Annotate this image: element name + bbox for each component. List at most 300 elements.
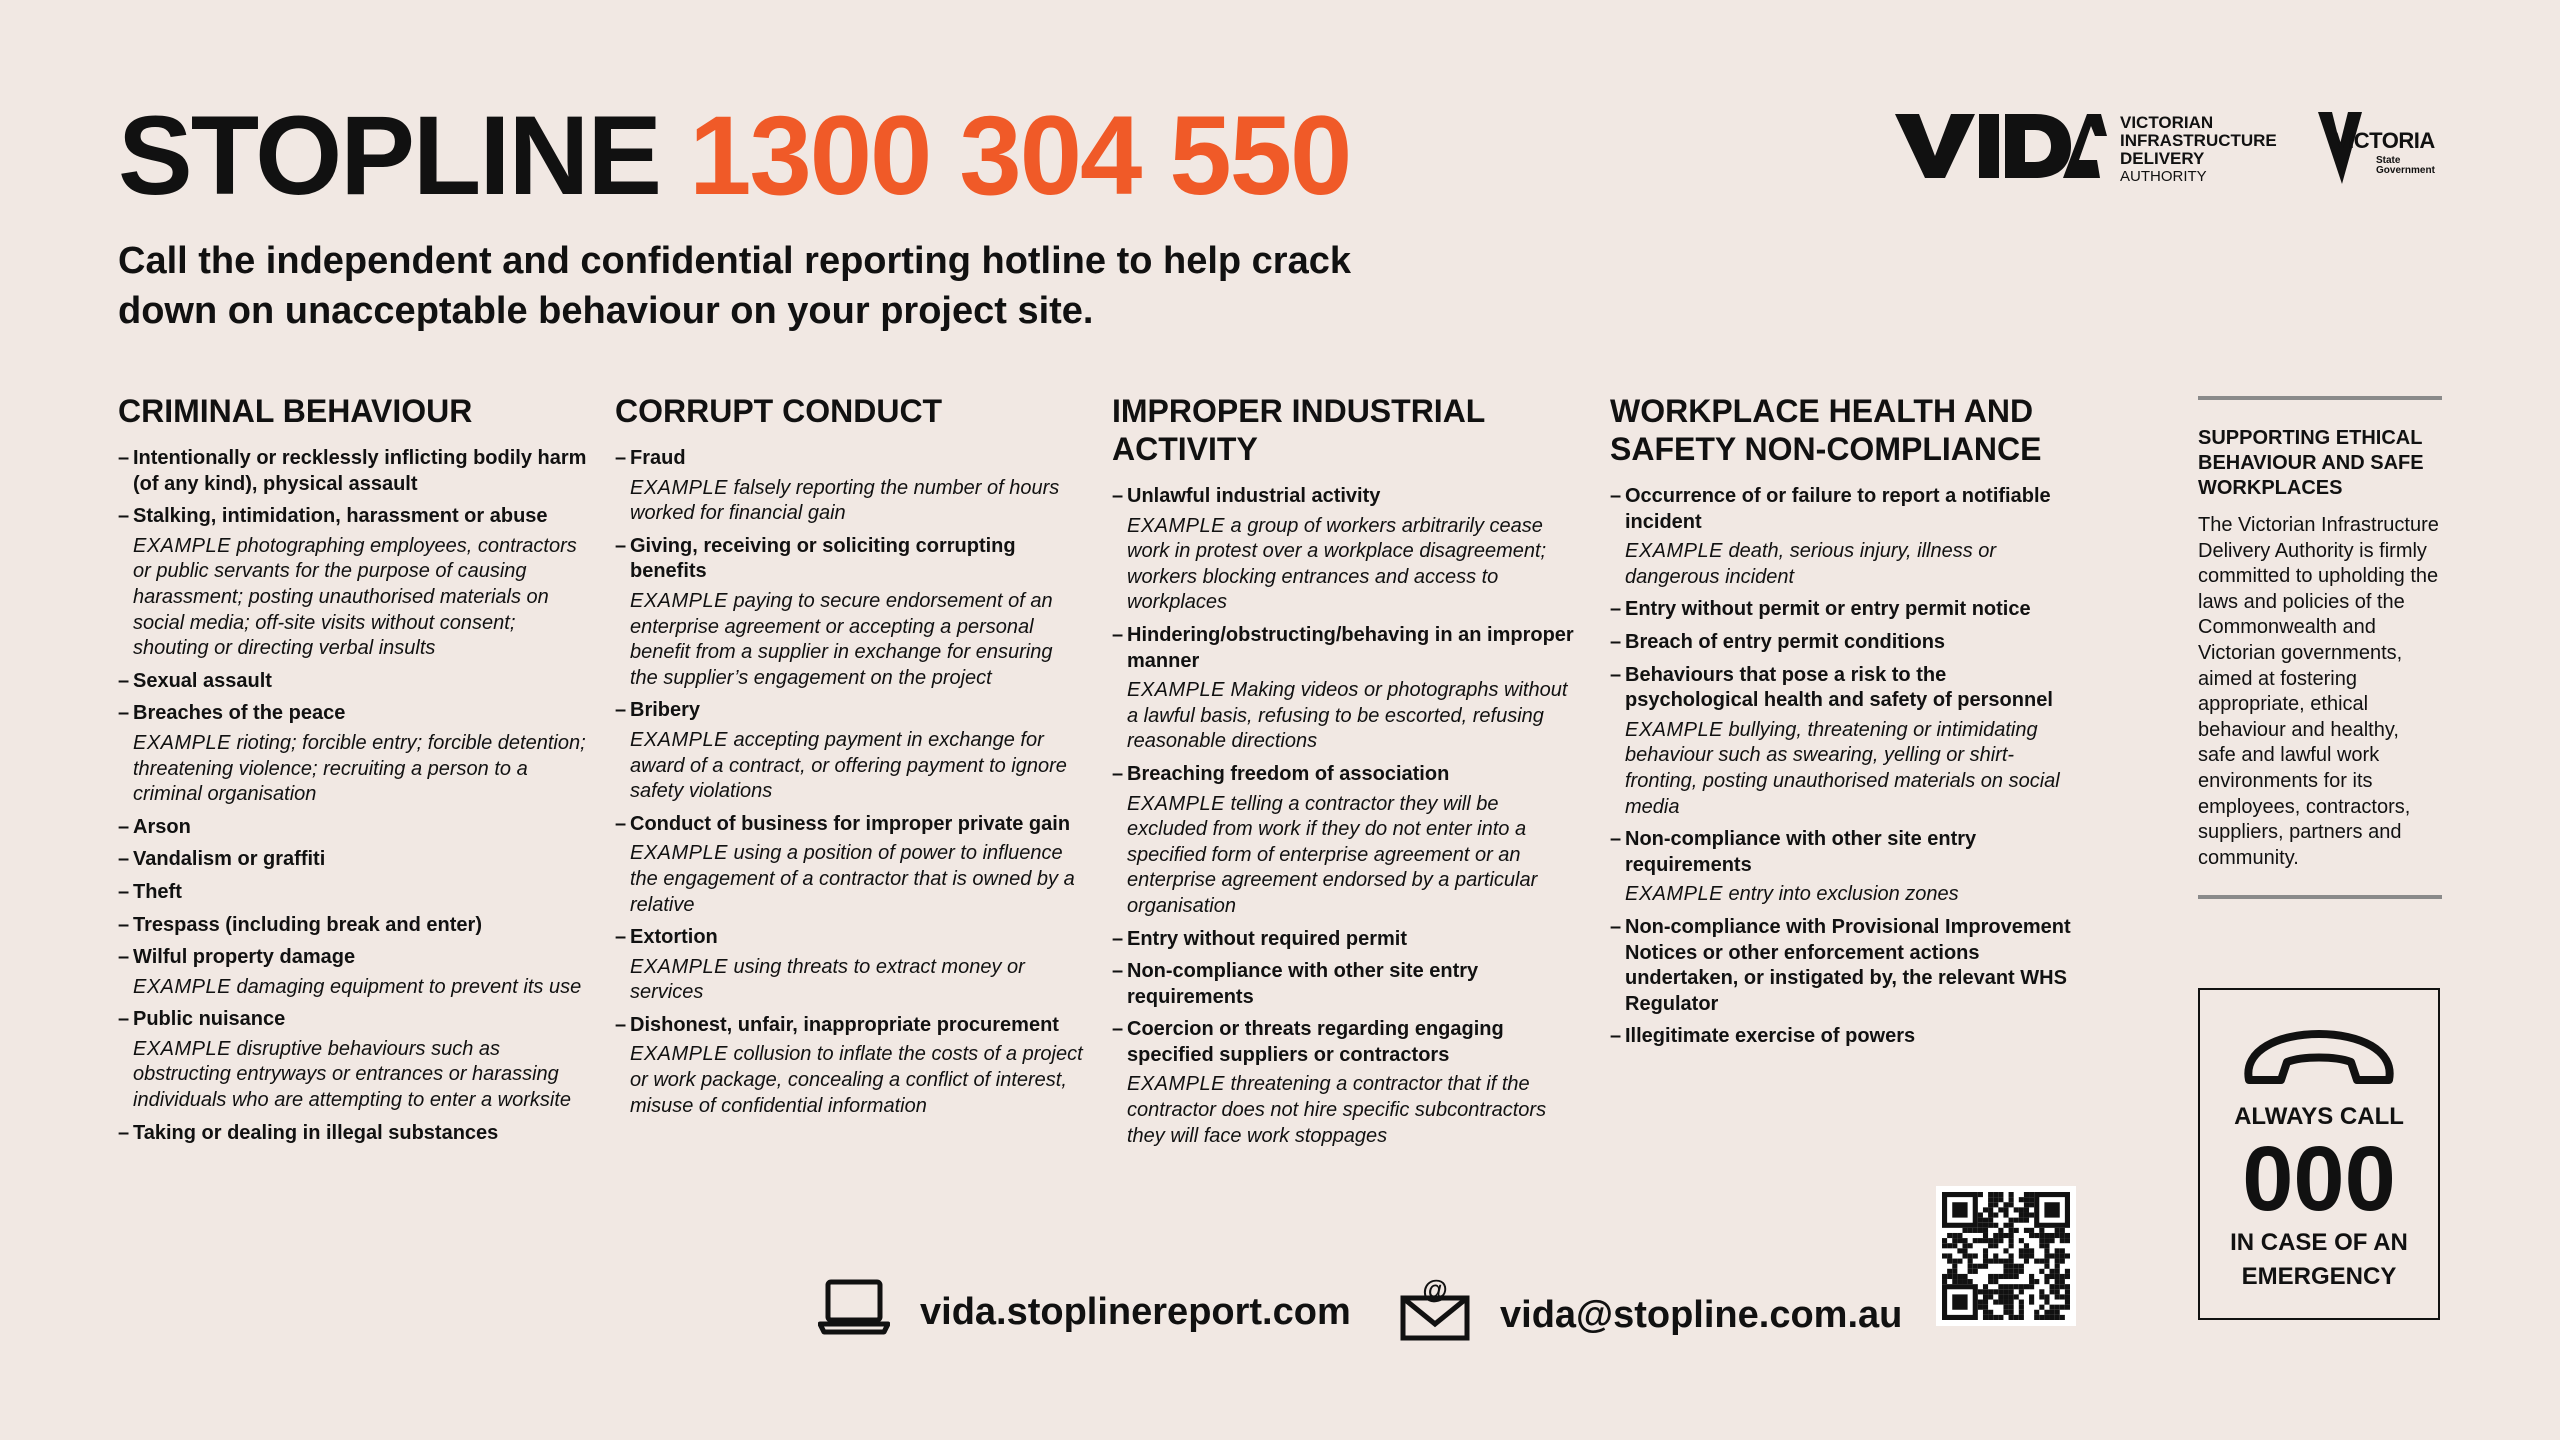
qr-module [1978, 1228, 1983, 1233]
qr-module [2019, 1248, 2024, 1253]
qr-module [2009, 1192, 2014, 1197]
example-text: a group of workers arbitrarily cease work in protest over a workplace disagreement; workers blocking entrances and access to workplaces [1127, 514, 1547, 614]
qr-module [1962, 1248, 1967, 1253]
item-title: – Non-compliance with other site entry requirements [1127, 960, 1479, 1008]
qr-module [2003, 1310, 2008, 1315]
qr-module [1988, 1192, 1993, 1197]
qr-module [2055, 1274, 2060, 1279]
qr-module [2014, 1264, 2019, 1269]
sidebar-body: The Victorian Infrastructure Delivery Authority is firmly committed to upholding the laws and policies of the Commonwealth and Victorian governments, aimed at fostering appropriate, ethical behaviour and healthy, safe and lawful work environments for its employees, contractors, suppliers, partners and community. [2198, 514, 2439, 869]
subtitle: Call the independent and confidential reporting hotline to help crack down on unacceptable behaviour on your project site. [118, 240, 1351, 332]
qr-module [2003, 1202, 2008, 1207]
qr-module [2014, 1315, 2019, 1320]
qr-module [2003, 1259, 2008, 1264]
item-title: – Dishonest, unfair, inappropriate procurement [630, 1013, 1059, 1036]
qr-module [2044, 1238, 2049, 1243]
qr-module [2009, 1294, 2014, 1299]
qr-module [1998, 1228, 2003, 1233]
qr-module [2014, 1218, 2019, 1223]
qr-module [2019, 1253, 2024, 1258]
qr-module [2055, 1233, 2060, 1238]
qr-module [2060, 1233, 2065, 1238]
qr-module [2029, 1253, 2034, 1258]
qr-module [2009, 1197, 2014, 1202]
qr-module [2019, 1289, 2024, 1294]
example-text: using a position of power to influence the engagement of a contractor that is owned by a relative [630, 842, 1075, 916]
qr-module [2065, 1289, 2070, 1294]
qr-module [2029, 1233, 2034, 1238]
qr-module [2055, 1259, 2060, 1264]
qr-module [2039, 1238, 2044, 1243]
list-item [1112, 927, 1582, 953]
qr-module [2014, 1269, 2019, 1274]
vida-line-3: DELIVERY [2120, 149, 2205, 168]
qr-module [1983, 1259, 1988, 1264]
example-label: EXAMPLE [133, 534, 231, 557]
qr-module [2003, 1233, 2008, 1238]
qr-module [2009, 1259, 2014, 1264]
qr-module [2060, 1279, 2065, 1284]
qr-code-icon[interactable] [1936, 1186, 2076, 1326]
emergency-line-b: EMERGENCY [2241, 1263, 2397, 1290]
sidebar-statement [2198, 396, 2442, 899]
qr-module [1957, 1274, 1962, 1279]
email-icon [1400, 1278, 1470, 1352]
qr-module [1962, 1238, 1967, 1243]
website-link[interactable]: vida.stoplinereport.com [920, 1290, 1351, 1333]
qr-module [1988, 1279, 1993, 1284]
qr-module [2044, 1294, 2049, 1299]
list-item [1112, 959, 1582, 1010]
qr-module [1988, 1294, 1993, 1299]
qr-module [2060, 1315, 2065, 1320]
qr-module [2003, 1207, 2008, 1212]
list-item [118, 1007, 588, 1113]
qr-module [2050, 1305, 2055, 1310]
example-text: telling a contractor they will be excluded from work if they do not enter into a specified form of enterprise agreement or an enterprise agreement endorsed by a particular organisation [1127, 792, 1538, 917]
qr-module [1998, 1238, 2003, 1243]
item-title: – Theft [133, 880, 182, 903]
qr-module [1993, 1238, 1998, 1243]
qr-module [1952, 1269, 1957, 1274]
list-item [1112, 484, 1582, 616]
list-item [1610, 663, 2080, 821]
qr-module [1998, 1259, 2003, 1264]
example-label: EXAMPLE [1127, 792, 1225, 815]
item-example [1625, 539, 2080, 590]
qr-module [2009, 1264, 2014, 1269]
qr-module [1993, 1300, 1998, 1305]
qr-module [1978, 1300, 1983, 1305]
item-title: – Bribery [630, 699, 701, 722]
qr-module [2009, 1218, 2014, 1223]
qr-module [1968, 1264, 1973, 1269]
item-title: – Breaching freedom of association [1127, 762, 1450, 785]
qr-module [2060, 1259, 2065, 1264]
qr-module [2009, 1284, 2014, 1289]
item-title: – Sexual assault [133, 669, 272, 692]
list-item [615, 698, 1085, 804]
list-item [615, 812, 1085, 918]
example-text: falsely reporting the number of hours worked for financial gain [630, 476, 1060, 525]
qr-module [1988, 1310, 1993, 1315]
qr-module [2034, 1259, 2039, 1264]
example-label: EXAMPLE [133, 975, 231, 998]
qr-module [1968, 1259, 1973, 1264]
qr-module [1978, 1223, 1983, 1228]
item-example [1127, 1072, 1582, 1149]
qr-module [1983, 1305, 1988, 1310]
qr-module [2003, 1248, 2008, 1253]
qr-module [2009, 1300, 2014, 1305]
qr-module [1983, 1310, 1988, 1315]
item-title: – Arson [133, 815, 191, 838]
qr-module [2003, 1305, 2008, 1310]
qr-module [1988, 1218, 1993, 1223]
qr-module [1988, 1315, 1993, 1320]
sidebar-heading: SUPPORTING ETHICAL BEHAVIOUR AND SAFE WORKPLACES [2198, 427, 2424, 499]
item-title: – Hindering/obstructing/behaving in an improper manner [1127, 623, 1574, 672]
vida-line-2: INFRASTRUCTURE [2120, 131, 2277, 150]
item-title: – Intentionally or recklessly inflicting bodily harm (of any kind), physical assault [133, 447, 587, 495]
qr-module [1983, 1223, 1988, 1228]
list-item [118, 701, 588, 807]
qr-module [1952, 1259, 1957, 1264]
qr-module [1962, 1279, 1967, 1284]
item-title: – Extortion [630, 926, 718, 949]
qr-module [2024, 1192, 2029, 1197]
list-item [1610, 484, 2080, 590]
emergency-box [2198, 988, 2440, 1320]
qr-module [1988, 1212, 1993, 1217]
qr-module [1978, 1305, 1983, 1310]
qr-module [2044, 1264, 2049, 1269]
qr-module [1952, 1233, 1957, 1238]
list-item [1610, 1024, 2080, 1050]
qr-module [1947, 1269, 1952, 1274]
qr-module [2019, 1269, 2024, 1274]
qr-module [2044, 1253, 2049, 1258]
item-list [1610, 484, 2080, 1050]
example-text: paying to secure endorsement of an enterprise agreement or accepting a personal benefit from a supplier in exchange for ensuring the supplier’s engagement on the project [630, 589, 1053, 689]
qr-module [2009, 1269, 2014, 1274]
qr-module [2039, 1228, 2044, 1233]
qr-module [1947, 1253, 1952, 1258]
qr-module [2039, 1233, 2044, 1238]
qr-module [2065, 1300, 2070, 1305]
qr-module [2055, 1310, 2060, 1315]
item-example [630, 728, 1085, 805]
qr-module [1983, 1228, 1988, 1233]
qr-module [2044, 1259, 2049, 1264]
qr-module [1952, 1238, 1957, 1243]
qr-module [1978, 1212, 1983, 1217]
list-item [615, 534, 1085, 692]
qr-module [2055, 1264, 2060, 1269]
qr-module [1983, 1315, 1988, 1320]
qr-module [1952, 1279, 1957, 1284]
list-item [118, 669, 588, 695]
phone-icon [2200, 1028, 2438, 1097]
item-title: – Wilful property damage [133, 946, 356, 969]
column-industrial [1112, 392, 1582, 1156]
victoria-subtitle [2376, 156, 2435, 176]
example-text: death, serious injury, illness or dangerous incident [1625, 540, 1997, 588]
qr-finder [1952, 1202, 1967, 1217]
qr-module [2055, 1289, 2060, 1294]
qr-module [2003, 1212, 2008, 1217]
always-call-label: ALWAYS CALL [2234, 1103, 2404, 1130]
qr-module [1947, 1233, 1952, 1238]
qr-module [2044, 1279, 2049, 1284]
qr-module [2050, 1269, 2055, 1274]
qr-module [2019, 1264, 2024, 1269]
list-item [118, 815, 588, 841]
qr-module [1993, 1197, 1998, 1202]
qr-module [2044, 1315, 2049, 1320]
qr-module [2029, 1228, 2034, 1233]
qr-module [2060, 1305, 2065, 1310]
qr-module [2039, 1315, 2044, 1320]
list-item [118, 1121, 588, 1147]
qr-module [2050, 1315, 2055, 1320]
qr-module [1983, 1233, 1988, 1238]
email-contact[interactable] [1400, 1278, 1902, 1352]
qr-module [2065, 1269, 2070, 1274]
qr-module [2009, 1238, 2014, 1243]
qr-module [2060, 1274, 2065, 1279]
qr-module [2024, 1207, 2029, 1212]
qr-module [2029, 1300, 2034, 1305]
qr-module [1998, 1233, 2003, 1238]
qr-module [2060, 1253, 2065, 1258]
item-title: – Entry without required permit [1127, 927, 1408, 950]
qr-module [1988, 1259, 1993, 1264]
qr-module [2050, 1233, 2055, 1238]
hotline-number[interactable]: 1300 304 550 [689, 93, 1351, 218]
qr-module [1957, 1238, 1962, 1243]
qr-module [1988, 1202, 1993, 1207]
qr-module [1968, 1279, 1973, 1284]
item-title: – Behaviours that pose a risk to the psychological health and safety of personnel [1625, 663, 2053, 712]
qr-module [2050, 1238, 2055, 1243]
qr-module [2044, 1233, 2049, 1238]
item-example [1625, 882, 2080, 908]
vida-wordmark [2120, 114, 2277, 186]
qr-module [2024, 1202, 2029, 1207]
example-text: entry into exclusion zones [1728, 883, 1959, 906]
vida-line-4: AUTHORITY [2120, 168, 2207, 185]
list-item [1610, 915, 2080, 1017]
qr-module [1947, 1274, 1952, 1279]
example-text: collusion to inflate the costs of a project or work package, concealing a conflict of interest, misuse of confidential information [630, 1043, 1083, 1117]
qr-module [2009, 1228, 2014, 1233]
qr-module [1957, 1259, 1962, 1264]
qr-module [2029, 1192, 2034, 1197]
qr-module [1942, 1279, 1947, 1284]
qr-module [2039, 1289, 2044, 1294]
example-label: EXAMPLE [1625, 540, 1723, 563]
example-text: accepting payment in exchange for award of a contract, or offering payment to ignore safety violations [630, 728, 1067, 803]
qr-module [1998, 1300, 2003, 1305]
qr-module [2014, 1294, 2019, 1299]
qr-module [1942, 1274, 1947, 1279]
item-title: – Occurrence of or failure to report a notifiable incident [1625, 485, 2051, 533]
laptop-icon [818, 1278, 890, 1346]
column-heading: IMPROPER INDUSTRIAL ACTIVITY [1112, 393, 1485, 467]
qr-module [2055, 1253, 2060, 1258]
qr-module [2065, 1284, 2070, 1289]
qr-module [1957, 1233, 1962, 1238]
qr-module [1993, 1259, 1998, 1264]
example-text: Making videos or photographs without a lawful basis, refusing to be escorted, refusing reasonable directions [1127, 679, 1568, 753]
example-label: EXAMPLE [133, 1037, 231, 1060]
example-label: EXAMPLE [133, 731, 231, 754]
qr-module [2039, 1259, 2044, 1264]
qr-module [1978, 1192, 1983, 1197]
item-title: – Non-compliance with Provisional Improvement Notices or other enforcement actions undertaken, or instigated by, the relevant WHS Regulator [1625, 915, 2071, 1015]
qr-module [1973, 1264, 1978, 1269]
item-title: – Entry without permit or entry permit notice [1625, 598, 2031, 621]
example-label: EXAMPLE [630, 728, 728, 751]
qr-module [2003, 1264, 2008, 1269]
qr-module [2044, 1274, 2049, 1279]
qr-module [2024, 1284, 2029, 1289]
qr-module [1993, 1233, 1998, 1238]
qr-module [2055, 1315, 2060, 1320]
item-title: – Conduct of business for improper private gain [630, 812, 1071, 835]
qr-module [2009, 1253, 2014, 1258]
qr-module [2003, 1269, 2008, 1274]
victoria-sub-line-2: Government [2376, 165, 2435, 176]
qr-module [1978, 1238, 1983, 1243]
qr-module [2044, 1248, 2049, 1253]
item-list [118, 446, 588, 1146]
svg-text:@: @ [1422, 1278, 1448, 1304]
qr-module [2024, 1253, 2029, 1258]
qr-module [2034, 1310, 2039, 1315]
qr-module [2024, 1228, 2029, 1233]
item-title: – Vandalism or graffiti [133, 848, 326, 871]
qr-module [2019, 1212, 2024, 1217]
item-example [133, 731, 588, 808]
list-item [615, 1013, 1085, 1119]
column-heading: CRIMINAL BEHAVIOUR [118, 393, 473, 429]
qr-module [1983, 1284, 1988, 1289]
list-item [118, 504, 588, 662]
example-text: photographing employees, contractors or public servants for the purpose of causing harassment; posting unauthorised materials on social media; off-site visits without consent; shouting or directing verbal insults [133, 534, 577, 660]
column-corrupt [615, 392, 1085, 1126]
victoria-sub-line-1: State [2376, 155, 2401, 166]
column-whs [1610, 392, 2080, 1057]
qr-module [2039, 1305, 2044, 1310]
emergency-number[interactable]: 000 [2242, 1128, 2396, 1230]
item-example [133, 975, 588, 1001]
qr-module [1983, 1218, 1988, 1223]
list-item [118, 446, 588, 497]
qr-module [2055, 1279, 2060, 1284]
qr-module [2050, 1274, 2055, 1279]
example-text: bullying, threatening or intimidating behaviour such as swearing, yelling or shirt-fronting, posting unauthorised materials on social media [1625, 718, 2060, 818]
qr-module [2034, 1233, 2039, 1238]
qr-module [2014, 1274, 2019, 1279]
example-label: EXAMPLE [1127, 1073, 1225, 1096]
item-example [133, 1037, 588, 1114]
qr-module [2055, 1228, 2060, 1233]
qr-module [2003, 1223, 2008, 1228]
qr-module [1988, 1238, 1993, 1243]
item-list [1112, 484, 1582, 1149]
qr-module [2024, 1248, 2029, 1253]
qr-module [2055, 1294, 2060, 1299]
qr-module [1993, 1315, 1998, 1320]
headline [118, 93, 1351, 218]
qr-module [1942, 1253, 1947, 1258]
qr-module [2060, 1294, 2065, 1299]
qr-module [2009, 1315, 2014, 1320]
qr-module [2029, 1284, 2034, 1289]
qr-module [2003, 1284, 2008, 1289]
qr-module [2055, 1284, 2060, 1289]
qr-module [2044, 1243, 2049, 1248]
item-title: – Breaches of the peace [133, 702, 346, 725]
qr-module [2039, 1243, 2044, 1248]
item-title: – Trespass (including break and enter) [133, 913, 482, 936]
qr-finder [2044, 1202, 2059, 1217]
qr-module [2029, 1202, 2034, 1207]
qr-module [2009, 1243, 2014, 1248]
email-link[interactable]: vida@stopline.com.au [1500, 1293, 1903, 1336]
qr-module [1952, 1243, 1957, 1248]
qr-module [2019, 1310, 2024, 1315]
item-list [615, 446, 1085, 1119]
qr-module [2019, 1218, 2024, 1223]
qr-module [2003, 1274, 2008, 1279]
qr-module [1942, 1243, 1947, 1248]
qr-module [2055, 1305, 2060, 1310]
qr-module [2019, 1305, 2024, 1310]
qr-module [2009, 1223, 2014, 1228]
list-item [615, 446, 1085, 527]
qr-module [2039, 1294, 2044, 1299]
qr-module [2050, 1284, 2055, 1289]
qr-module [2024, 1243, 2029, 1248]
qr-module [2019, 1315, 2024, 1320]
qr-module [1962, 1228, 1967, 1233]
list-item [118, 880, 588, 906]
qr-module [1998, 1289, 2003, 1294]
qr-module [2065, 1253, 2070, 1258]
list-item [1112, 762, 1582, 920]
qr-module [2029, 1274, 2034, 1279]
qr-module [2024, 1259, 2029, 1264]
website-contact[interactable] [818, 1278, 1351, 1346]
victoria-wordmark: VICTORIA [2334, 128, 2435, 153]
qr-module [2029, 1294, 2034, 1299]
item-example [630, 589, 1085, 691]
example-label: EXAMPLE [630, 955, 728, 978]
qr-module [1993, 1289, 1998, 1294]
qr-module [1957, 1279, 1962, 1284]
qr-module [2014, 1228, 2019, 1233]
qr-module [2009, 1202, 2014, 1207]
qr-module [1988, 1274, 1993, 1279]
qr-module [2014, 1284, 2019, 1289]
qr-module [2029, 1279, 2034, 1284]
brand-name: STOPLINE [118, 93, 661, 218]
example-label: EXAMPLE [630, 842, 728, 865]
qr-module [1978, 1264, 1983, 1269]
